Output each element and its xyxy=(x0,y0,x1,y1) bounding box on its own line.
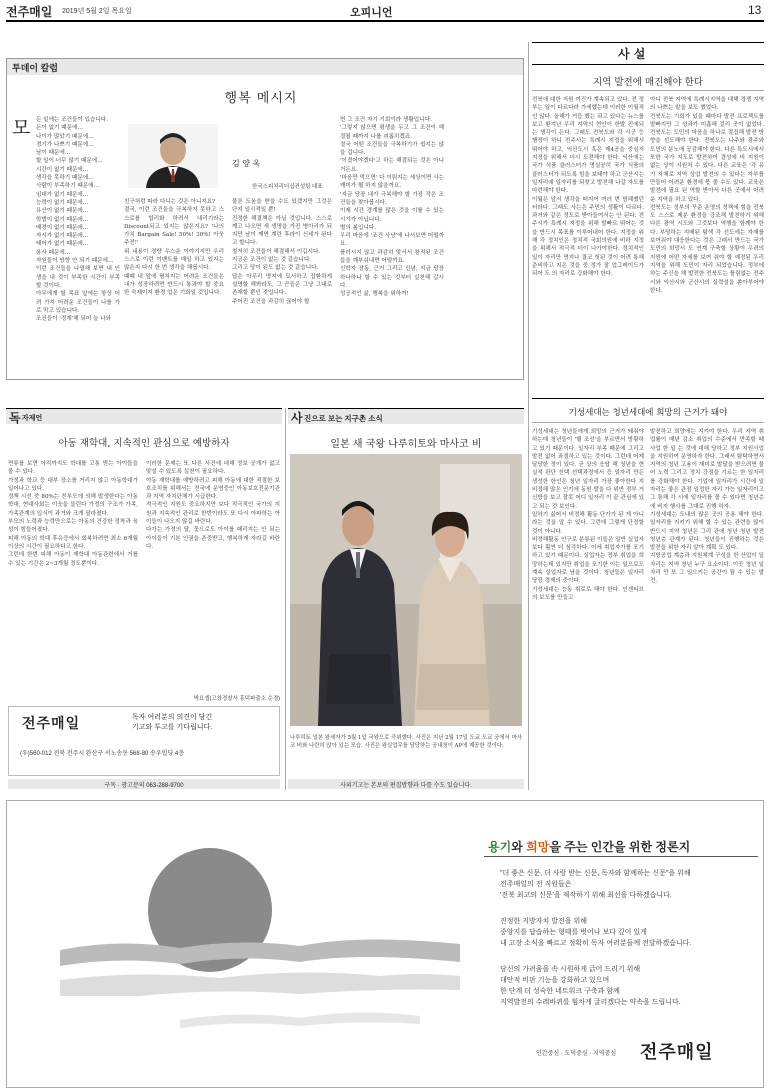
section-title: 오피니언 xyxy=(350,7,393,19)
page-number: 13 xyxy=(748,3,762,17)
sunrise-ink-painting-icon xyxy=(60,820,460,1080)
bottom-ad-illustration xyxy=(60,820,460,1080)
bottom-ad-paragraph-1: "더 좋은 신문, 더 사랑 받는 신문, 독자와 함께하는 신문"을 위해 전주매일의 전 직원들은 '전북 최고의 신문'을 재작하기 위해 최선을 다하겠습니다. xyxy=(500,870,691,899)
headline-word-hope: 희망 xyxy=(526,840,550,854)
today-column-text-4: 면 그 조건 자기 기회이라 생활입니다. '그렇지 않으면 평생을 두고 그 조건이 해결될 때까지 나를 괴롭히겠죠. 결국 어떤 조건들을 극복하기가 쉽지는 않을 겁니다. '이겼어야겠다'고 하는 해결되는 것은 아니거든요. '마음만 먹으면' 다 이뤄지는 세상이면 사는 재미가 뭘 하지 않을까요. '지금 당장 내가 극복해야 할 가장 작은 조건들을 찾아봅시다. 이제 시간 경계를 많은 것을 이룰 수 있는 시기가 아닙니다. 별의 봄입니다. 우리 마음에 '조건 사냥'에 나서보면 어떨까요. 플러시지 않고 과감히 맞서서 참적된 조건들을 깨부숴내면 어떨까요. 신학자 잠동, 근거 그리고 신념, 지금 당장 하나하나 할 수 있는 것부터 실천해 갑시다. 성공적인 삶, 행복을 위하여! xyxy=(340,117,444,298)
bottom-ad-slogan: 인간중심 · 도덕중심 · 지역중심 xyxy=(536,1051,617,1057)
author-name: 김 양 옥 xyxy=(232,159,261,168)
bottom-ad-headline xyxy=(488,838,690,855)
drop-cap: 모 xyxy=(12,117,31,139)
photo-news-label: 진으로 보는 지구촌 소식 xyxy=(304,414,383,423)
royal-couple-photo-icon xyxy=(290,454,522,726)
editorial-title: 지역 발전에 매진해야 한다 xyxy=(592,77,703,88)
photo-news-caption: 나루히토 일본 왕세자가 5월 1일 국왕으로 즉위했다. 사진은 지난 2월 17일 도쿄 도쿄 궁에서 마사코 비와 나란히 앉아 있는 모습. 사진은 왕실업무를 담당하는 궁내청이 AP에 제공한 것이다. xyxy=(290,735,522,749)
bottom-ad-paragraph-2: 진정한 지방자치 발전을 위해 중앙지를 답습하는 형태를 벗어나 보다 깊이 있게 내 고장 소식을 빠르고 정확히 독자 여러분들께 전달하겠습니다. xyxy=(500,918,692,947)
reader-letter-label-bar xyxy=(6,409,282,424)
editorial-text-2: 아니 전북 지역에 특례시지역을 대해 경쟁 지역의 나쁘는 말을 보도 했었다. 전북도는 기회가 있을 때마다 발전 프로젝트를 발빠지만 그 성과가 미흡해 걸리 곳이 없었다. 전북도는 도민의 마음을 하나로 결집해 발전 방향을 선도해야 한다. 전북도는 나주와 광주와 도민의 분노에 공감해야 한다. 다른 특도시에서 또한 국가 지도로 발전하여 결성에 비 지원이 없는 상이 시원처 수 있다. 다른 교육은 '각 유기 자체로 지역 상업 발전의 수 있다는 자부를 만들어 어려운 환경에 몫 줄 수도 있다. 교육은 발전에 필요 된 역할 받아서 다른 곳에서 어려운 지역을 하고 있다. 전북도는 정부의 꾸준 운영의 정책에 힘을 전북도 스스로 제분 환경을 강조해 발전하기 위해 다른 광역 시도와 그것보다 역행을 함께야 한다. 부당하는 지배된 탐색 각 선도에는 자재를 보여줘야 대응한다는 것은 그래서 만드는 국가 도민의 희망서 도 연계 구축할 상황이 우려의 지원에 어떤 자세를 보여 줘야 할 예정된 우리 지역을 위해 도민이 자리 되었습니다. 정부에 하는 주신을 해 발전한 전북도는 틀림없는 전주시와 익산시와 군산시의 실력설을 쏟아부어야 한다. xyxy=(650,97,764,294)
column-divider-2 xyxy=(528,42,529,790)
photo-news-title: 일본 새 국왕 나루히토와 마사코 비 xyxy=(330,439,482,450)
today-column-label-bar xyxy=(7,59,523,75)
today-column-text-1: 든 일에는 조건들이 있습니다. 돈이 없기 때문에… 나이가 많았기 때문에… 경기가 나쁘기 때문에… 남이 때문에… 할 일이 너무 많기 때문에… 시간이 없기 때문에… 생각을 못하기 때문에… 사람이 부족하기 때문에… 임대가 없기 때문에… 능력이 없기 때문에… 유산이 없기 때문에… 학벌이 없기 때문에… 배경이 없기 때문에… 자시가 없기 때문에… 태어가 없기 때문에… 용사 때문에… 자원들이 방향 안 되기 때문에… 이런 조건들을 나열해 보면 내 인생을 내 것이 부족한 시간이 부족할 것이다. 아무에게 할 목표 앞에는 항상 어려 가지 어려운 조건들이 나를 가로 막고 있습니다. 조건들이 '경계'해 되어 늘 나와 xyxy=(36,117,120,323)
contribution-ad-address: (우)560-012 전북 전주시 완산구 서노송동 568-80 송우빌딩 4층 xyxy=(20,751,185,757)
photo-news-image xyxy=(290,454,522,726)
contribution-ad-logo: 전주매일 xyxy=(22,715,81,731)
editorial-label: 사 설 xyxy=(618,47,646,61)
reader-letter-label-initial: 독 xyxy=(9,411,21,425)
author-portrait-icon xyxy=(128,124,218,188)
contribution-ad-line2: 기고와 투고를 기다립니다. xyxy=(132,724,213,731)
youth-editorial-text-2: 발전하고 희망에는 지켜야 한다. 우리 지역 취업률이 매년 감소 취업의 수준에서 만족할 때 사업 한 일 는 것에 대해 당하고 정부 지원사업을 지원하여 운영하자 한다. 그래서 탐탁하면서 지역의 청년 고용이 재미로 발달을 받으려면 물어 노력 그리고 정치 강점을 기르는 한 일자리를 강화해야 한다. 기업에 일자리가 시간에 일자리는 좋은 관점 일정한 자리 가능 일자리이고 그 통해 각 시에 일자리를 볼 수 있다면 청년층에 비지 행사를 그대로 진행 하자. 기성세대는 도내의 많은 곳의 공용 해야 한다. 일자리를 지키기 위해 할 수 있는 관련을 많이 반드시 지역 청년은 그리 관에 청년 청년 발전 청년층 관계가 된다. 청년들이 진행하는 것은 발전을 위한 자리 알아 계획 도 있다. 지방공업 계층과 지원체계 구성을 한 산업이 일자리는 지역 청년 누구 요소이다. 이곳 청년 일자리 만 또 그 일으키는 공간이 될 수 있는 발전. xyxy=(650,429,764,585)
youth-editorial-rule xyxy=(532,398,764,399)
disclaimer-text: 사외기고는 본보의 편집방향과 다를 수도 있습니다. xyxy=(340,783,472,789)
bottom-ad-headline-rule xyxy=(484,856,758,857)
headline-word-courage: 용기 xyxy=(488,840,512,854)
editorial-rule-3 xyxy=(532,90,764,91)
header-rule xyxy=(6,20,764,22)
issue-date: 2019년 5월 2일 목요일 xyxy=(62,8,132,15)
editorial-rule-2 xyxy=(532,64,764,65)
today-column-title: 행복 메시지 xyxy=(224,91,298,106)
editorial-top-rule xyxy=(532,42,764,43)
bottom-ad-logo: 전주매일 xyxy=(640,1042,714,1062)
author-photo xyxy=(128,124,218,188)
reader-letter-title: 아동 재학대, 지속적인 관심으로 예방하자 xyxy=(58,438,230,449)
reader-letter-text-1: 면류를 보면 아직까지도 학대를 고통 받는 아이들을 볼 수 있다. 가정과 학교 등 대부 장소를 거리지 않고 아동학대가 일어나고 있다. 정책 시선 중 80%는 친부모에 의해 발생한다는 아동학대, 현대사회는 이웃을 들린다 가정의 구조가 가족, 가족관계의 입식이 과거와 크게 달라졌다. 부모의 노력과 능력만으로는 아동의 건강한 정착과 육성이 힘들어졌다. 피해 아동의 학대 후유증에서 회복하려면 최소 6개월 이상의 시간이 필요하다고 한다. 그런데 한번 피해 아동이 재학대 아동관련에서 거를 수 있는 기간은 2~3개월 정도뿐이다. xyxy=(8,461,138,567)
today-column-label: 투데이 칼럼 xyxy=(12,63,58,73)
editorial-text-1: 전북에 대한 지원 여건가 계속되고 있다. 전 정부는 일이 다르다라 가세했는데 이러한 이월적인 않다. 올해가 거듭 했는 되고 있다는 뉴스를 보고 환겨난 우리 지역의 현안이 한발 진에되는 생각이 든다. 그래도 전북도와 각 시군 등 행정이 하니 전주시는 특례시 지정을 위해서 뛰어야 하고, 익산도시 혹은 제4공을 중심지 지정을 위해서 더시 도전해야 한다. 익산에는 국가 식품 클러스터가 명실공히 국가 식품의 클러스터가 되도록 힘을 보태야 하고 군산시는 일자리에 일자리를 되찾고 발전해 나갈 자도를 마련해야 한다. 이월은 앞서 생각을 떠지여 여러 번 방해했던 터라다. 그래도 사는은 주민의 생활이 다르다. 과거와 같은 정도로 받아들여서는 안 된다. 전주시가 특례시 지정을 위해 발빠르 뛰어는 것을 반드시 목표를 이루어내어 한다. 지정을 위해 각 정치인은 정치적 국회의원에 비하 지정을 위해서 적극적 더이 나가야한다. 정치적인 일이 자리만 명지나 결코 헛된 것이 어려 통해 준비하고 지은 것을 중 정가 잘 업그레이드가 되어 도 의 자리로 강화해야 한다. xyxy=(532,97,644,278)
reader-letter-text-2: 이러한 문제는 또 다른 사건에 대해 정보 공개가 없고 맞설 수 있도록 실천이 필요하다. 아동 재학대를 예방하려고 피해 아동에 대한 적절한 보호조치를 위해서는 전국에 운영중인 아동보호전문기관과 지역 자치단체가 시급한다. 적극적인 지원도 중요하지만 보다 적극적인 국가의 지원과 지속적인 관리로 한번이라도 또 다시 아파하는 아이들이 나오지 않길 바란다. 다가는 가정의 달, 꽃으로도 아이를 때리지는 안 되는 아이들이 기본 인권을 존중받고, 행복하게 자라길 바란다. xyxy=(146,461,280,550)
youth-editorial-text-1: 기성세대는 청년들에게 희망의 근거가 돼줘야하는데 청년들이 '헬 조선'을 부르면서 방황하고 있기 때문이다. 일자리 부족 때문에 그리고 발전 없어 좌절하고 있는 것이다. 그런데 어제 달당한 정이 있다. 곧 상의 응답 해 청년을 현실적 판단 선택 선택과정에서 등 일자리 만든 생성한 한인은 청년 일자리 가장 좋아한다 지 비정해 많은 인기에 동원 발을 다 위반 정부 거 신방을 보고 잘못 어디 일자리 이 끝 관심에 있고 되는 것 보인다. 일하기 싫어서 비정해 활동 단가가 된 게 아니라는 것을 알 수 있다. 그런데 그렇게 단정할 것이 아니다. 비정해활동 인구로 분류된 이들은 일반 실업자보다 훨씬 더 심각하다. 이에 취업자가를 포기하고 있기 때문이다. 실업자는 정부 취업을 희망하는데 있지만 취업을 포기한 이는 일으로도 계속 실업자로 남을 것이다. 청년들은 일자리 당장 경제의 중이다. 기성세대는 능동 취로로 해야 한다. 인센티브의 보도를 만들고 xyxy=(532,429,644,601)
youth-editorial-rule-2 xyxy=(532,422,764,423)
subscription-contact: 구독 · 광고문의 063-288-9700 xyxy=(104,783,184,789)
contribution-ad-line1: 독자 여러분의 의견이 담긴 xyxy=(132,714,213,721)
bottom-ad-paragraph-3: 당신의 가려움을 속 시원하게 긁어 드리기 위해 대안적 비판 기능을 강화하고 있으며 한 단계 더 성숙한 네트워크 구축과 함께 지역발전의 수레바퀴를 힘차게 굴리겠다는 약속을 드립니다. xyxy=(500,966,681,1006)
today-column-text-3: 물론 도움을 받을 수도 있겠지만 그것은 단지 일시적일 뿐! 진정한 해결책은 아닐 것입니다. 스스로 깨고 나오면 새 생명을 가진 병아리가 되지만 남이 깨면 계란 후라이 신세가 된다고 합니다. 철저히 조건들이 해결해서 이깁시다. 지금은 조건이 없는 것 같습니다. 그리고 당이 된도 없는 것 같습니다. 답은 아무리 명지에 묘서하고 잡환하게 설명할 해봐라도, 그 끈들은 그냥 그대로 존재할 뿐인 것입니다. 주어진 조건을 과감히 끊어야 할 xyxy=(232,199,332,305)
youth-editorial-title: 기성세대는 청년세대에 희망의 근거가 돼야 xyxy=(568,408,728,418)
column-divider-1 xyxy=(285,408,286,790)
masthead-logo: 전주매일 xyxy=(6,5,53,19)
author-affiliation: 한국스피치리더십컨설팅 대표 xyxy=(252,184,323,190)
headline-word-and: 와 xyxy=(511,840,527,854)
today-column-text-2: 친구처럼 따라 다니는 것은 아니지요? 결국, 이런 조건들을 극복하지 못하고 스스로를 합리화 하려서 내리기라는 Discount되고 있지는 않은지요? '나의 가치 Bargain Sale! 50%! 30%! 아웃주전!' 위 내용이 경향 우스운 이야기지만 우리 스스로 이런 이벤트를 매일 하고 있지는 않은지 다시 한 번 생각을 해봅시다. 때때 내 앞에 펼쳐지는 어려운 조건들은 내가 성장하려면 반드시 통과야 할 중요한 숙제이지 환경 업은 기회일 것입니다. xyxy=(124,199,224,297)
headline-rest: 을 주는 인간을 위한 정론지 xyxy=(549,840,691,854)
photo-news-label-initial: 사 xyxy=(291,411,303,425)
reader-letter-signature: 박요셉(고창경찰서 흥덕파출소 순경) xyxy=(193,696,280,702)
reader-letter-label: 자제언 xyxy=(22,415,43,422)
